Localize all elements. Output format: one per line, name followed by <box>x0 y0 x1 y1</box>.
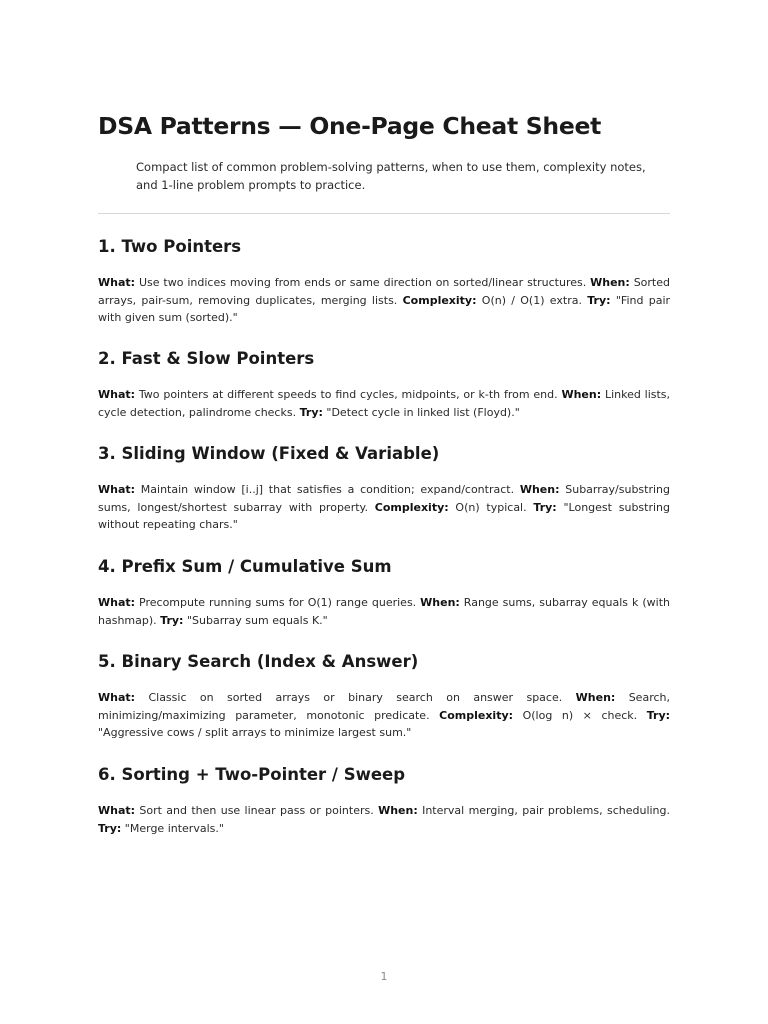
try-label: Try: <box>533 500 557 514</box>
what-label: What: <box>98 483 136 496</box>
what-text: Use two indices moving from ends or same direction on sorted/linear structures. <box>138 276 587 289</box>
section-heading: 5. Binary Search (Index & Answer) <box>98 652 419 671</box>
document-title: DSA Patterns — One-Page Cheat Sheet <box>98 112 602 140</box>
try-label: Try: <box>587 293 611 307</box>
section-heading: 6. Sorting + Two-Pointer / Sweep <box>98 765 406 784</box>
try-text: "Merge intervals." <box>124 821 224 835</box>
try-label: Try: <box>98 821 122 835</box>
when-label: When: <box>561 388 602 401</box>
complexity-text: O(n) / O(1) extra. <box>481 293 582 307</box>
try-text: "Detect cycle in linked list (Floyd)." <box>326 405 520 419</box>
section-fast-slow-pointers <box>98 348 670 421</box>
when-text: Subarray/substring sums, longest/shortest subarray with property. <box>98 483 670 514</box>
section-heading: 4. Prefix Sum / Cumulative Sum <box>98 557 392 576</box>
complexity-label: Complexity: <box>374 500 449 514</box>
section-heading: 1. Two Pointers <box>98 237 242 256</box>
what-label: What: <box>98 276 136 289</box>
try-label: Try: <box>646 708 671 722</box>
try-text: "Longest substring without repeating chars." <box>98 500 671 531</box>
when-text: Range sums, subarray equals k (with hashmap). <box>98 596 670 627</box>
section-body <box>98 594 670 629</box>
try-label: Try: <box>299 405 323 419</box>
section-body <box>98 481 670 534</box>
complexity-text: O(log n) × check. <box>522 708 638 722</box>
when-text: Sorted arrays, pair-sum, removing duplicates, merging lists. <box>98 276 670 307</box>
when-text: Interval merging, pair problems, scheduling. <box>422 804 671 817</box>
section-body <box>98 689 670 742</box>
what-label: What: <box>98 388 136 401</box>
section-body <box>98 802 670 837</box>
what-label: What: <box>98 691 136 704</box>
try-text: "Aggressive cows / split arrays to minimize largest sum." <box>98 726 412 739</box>
divider <box>98 213 670 214</box>
section-body <box>98 274 670 327</box>
when-label: When: <box>575 691 616 704</box>
what-text: Two pointers at different speeds to find cycles, midpoints, or k-th from end. <box>138 388 558 401</box>
section-sorting-sweep <box>98 764 670 837</box>
section-binary-search <box>98 651 670 742</box>
when-text: Search, minimizing/maximizing parameter, monotonic predicate. <box>98 691 670 722</box>
when-text: Linked lists, cycle detection, palindrome checks. <box>98 388 671 419</box>
try-text: "Find pair with given sum (sorted)." <box>98 293 671 324</box>
section-prefix-sum <box>98 556 670 629</box>
section-heading: 3. Sliding Window (Fixed & Variable) <box>98 444 440 463</box>
when-label: When: <box>519 483 560 496</box>
complexity-label: Complexity: <box>439 708 514 722</box>
page-number: 1 <box>380 970 388 983</box>
section-sliding-window <box>98 443 670 534</box>
complexity-label: Complexity: <box>402 293 477 307</box>
when-label: When: <box>420 596 460 609</box>
section-body <box>98 386 670 421</box>
what-label: What: <box>98 804 136 817</box>
try-label: Try: <box>160 613 184 627</box>
when-label: When: <box>590 276 630 289</box>
section-heading: 2. Fast & Slow Pointers <box>98 349 315 368</box>
what-text: Classic on sorted arrays or binary search on answer space. <box>148 691 563 704</box>
what-text: Maintain window [i..j] that satisfies a condition; expand/contract. <box>140 483 515 496</box>
try-text: "Subarray sum equals K." <box>186 613 328 627</box>
when-label: When: <box>378 804 418 817</box>
what-label: What: <box>98 596 136 609</box>
what-text: Sort and then use linear pass or pointers. <box>139 804 374 817</box>
complexity-text: O(n) typical. <box>455 500 527 514</box>
section-two-pointers <box>98 236 670 327</box>
what-text: Precompute running sums for O(1) range queries. <box>139 596 417 609</box>
intro-paragraph: Compact list of common problem-solving patterns, when to use them, complexity notes, and 1-line problem prompts to practice. <box>136 160 646 192</box>
